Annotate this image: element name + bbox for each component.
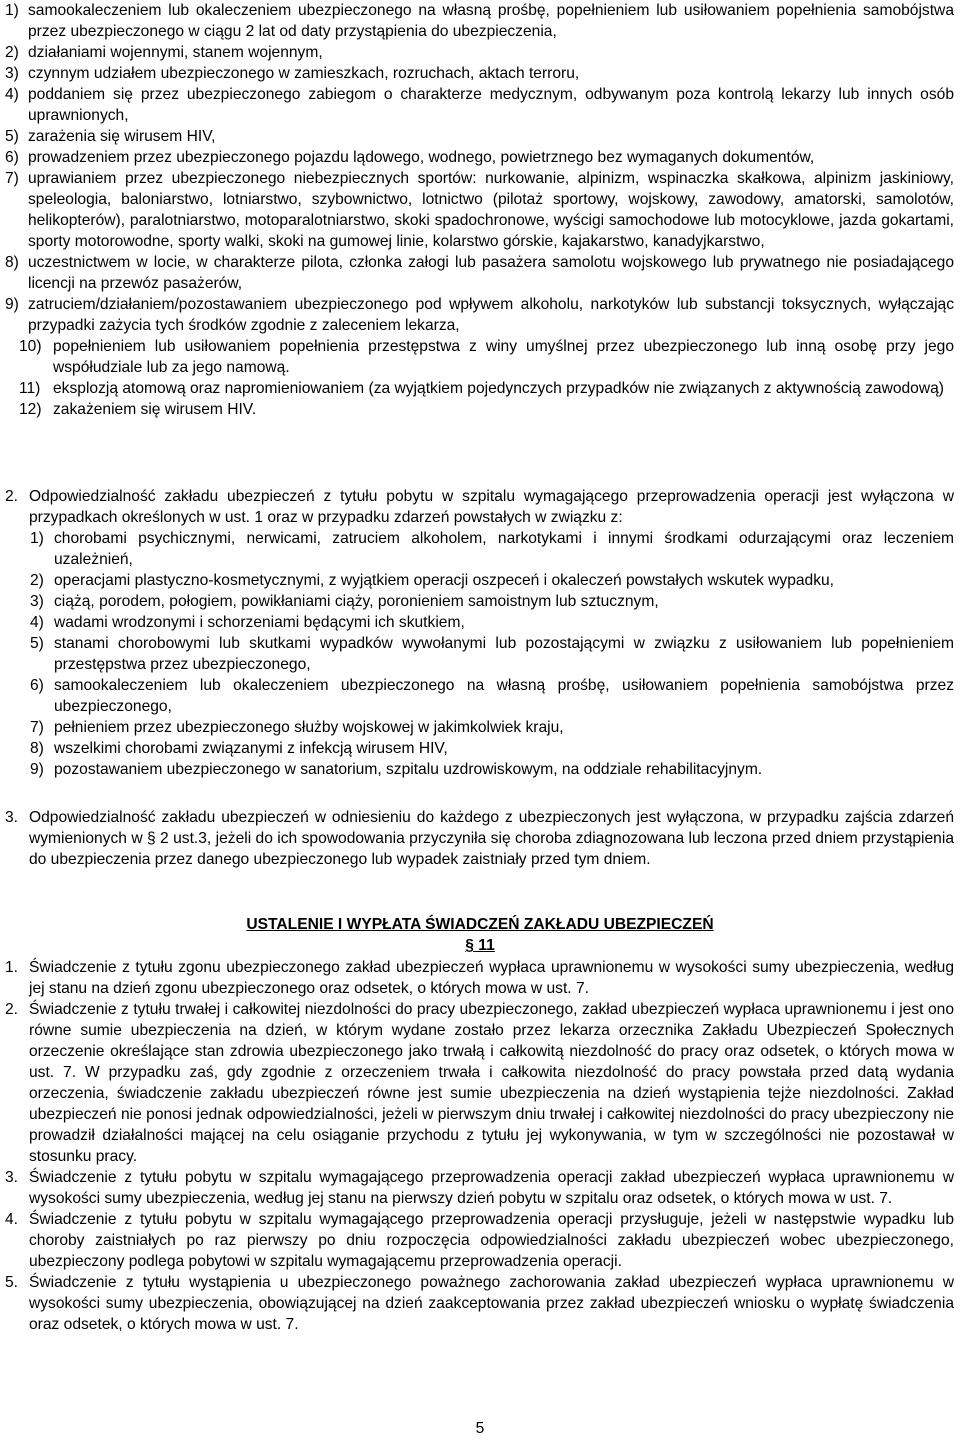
list-item: 10) popełnieniem lub usiłowaniem popełnienia przestępstwa z winy umyślnej przez ubezpieczonego lub inną osobę przy jego współudziale lub za jego namową. [19, 338, 954, 376]
list-item: 2. Świadczenie z tytułu trwałej i całkowitej niezdolności do pracy ubezpieczonego, zakład ubezpieczeń wypłaca uprawnionemu i jest ono równe sumie ubezpieczenia na dzień, w którym wydane zostało przez lekarza orzecznika Zakładu Ubezpieczeń Społecznych orzeczenie określające stan zdrowia ubezpieczonego jako trwałą i całkowitą niezdolność do pracy oraz odsetek, o których mowa w ust. 7. W przypadku zaś, gdy zgodnie z orzeczeniem trwała i całkowita niezdolność do pracy powstała przed datą wydania orzeczenia, świadczenie zakładu ubezpieczeń równe jest sumie ubezpieczenia na dzień wystąpienia tejże niezdolności. Zakład ubezpieczeń nie ponosi jednak odpowiedzialności, jeżeli w pierwszym dniu trwałej i całkowitej niezdolności do pracy ubezpieczony nie prowadził działalności mającej na celu osiąganie przychodu z tytułu jej wykonywania, w tym w szczególności nie pozostawał w stosunku pracy. [5, 1001, 954, 1165]
list-item: 1. Świadczenie z tytułu zgonu ubezpieczonego zakład ubezpieczeń wypłaca uprawnionemu w wysokości sumy ubezpieczenia, według jej stanu na dzień zgonu ubezpieczonego oraz odsetek, o których mowa w ust. 7. [5, 959, 954, 997]
list-item: 2) działaniami wojennymi, stanem wojennym, [5, 44, 323, 61]
list-item: 8) uczestnictwem w locie, w charakterze pilota, członka załogi lub pasażera samolotu wojskowego lub prywatnego nie posiadającego licencji na przewóz pasażerów, [5, 254, 954, 292]
list-item: 5) zarażenia się wirusem HIV, [5, 128, 216, 145]
list-item: 4) poddaniem się przez ubezpieczonego zabiegom o charakterze medycznym, odbywanym poza kontrolą lekarzy lub innych osób uprawnionych, [5, 86, 954, 124]
list-item: 1) samookaleczeniem lub okaleczeniem ubezpieczonego na własną prośbę, popełnieniem lub usiłowaniem popełnienia samobójstwa przez ubezpieczonego w ciągu 2 lat od daty przystąpienia do ubezpieczenia, [5, 2, 954, 40]
list-item: 3. Świadczenie z tytułu pobytu w szpitalu wymagającego przeprowadzenia operacji zakład ubezpieczeń wypłaca uprawnionemu w wysokości sumy ubezpieczenia, według jej stanu na pierwszy dzień pobytu w szpitalu oraz odsetek, o których mowa w ust. 7. [5, 1169, 954, 1207]
list-item: 6) samookaleczeniem lub okaleczeniem ubezpieczonego na własną prośbę, usiłowaniem popełnienia samobójstwa przez ubezpieczonego, [30, 677, 954, 715]
list-item: 4. Świadczenie z tytułu pobytu w szpitalu wymagającego przeprowadzenia operacji przysługuje, jeżeli w następstwie wypadku lub choroby zaistniałych po raz pierwszy po dniu rozpoczęcia odpowiedzialności zakładu ubezpieczeń wobec ubezpieczonego, ubezpieczony podlega pobytowi w szpitalu wymagającemu przeprowadzenia operacji. [5, 1211, 954, 1270]
list-item: 8) wszelkimi chorobami związanymi z infekcją wirusem HIV, [30, 740, 448, 757]
list-item: 7) uprawianiem przez ubezpieczonego niebezpiecznych sportów: nurkowanie, alpinizm, wspinaczka skałkowa, alpinizm jaskiniowy, speleologia, baloniarstwo, lotniarstwo, szybownictwo, lotnictwo (pilotaż sportowy, wojskowy, zawodowy, amatorski, samolotów, helikopterów), paralotniarstwo, motoparalotniarstwo, skoki spadochronowe, wyścigi samochodowe lub motocyklowe, jazda gokartami, sporty motorowodne, sporty walki, skoki na gumowej linie, kolarstwo górskie, kajakarstwo, kanadyjkarstwo, [5, 170, 954, 250]
paragraph: 3. Odpowiedzialność zakładu ubezpieczeń w odniesieniu do każdego z ubezpieczonych jest wyłączona, w przypadku zajścia zdarzeń wymienionych w § 2 ust.3, jeżeli do ich spowodowania przyczyniła się choroba zdiagnozowana lub leczona przed dniem przystąpienia do ubezpieczenia przez danego ubezpieczonego lub wypadek zaistniały przed tym dniem. [5, 809, 954, 868]
operation-exclusions-list [0, 528, 960, 780]
exclusions-list [0, 0, 960, 420]
list-item: 5) stanami chorobowymi lub skutkami wypadków wywołanymi lub pozostającymi w związku z usiłowaniem lub popełnieniem przestępstwa przez ubezpieczonego, [30, 635, 954, 673]
list-item: 11) eksplozją atomową oraz napromieniowaniem (za wyjątkiem pojedynczych przypadków nie związanych z aktywnością zawodową) [19, 380, 944, 397]
paragraph-2 [0, 486, 960, 528]
page-number: 5 [475, 1420, 485, 1437]
list-item: 3) czynnym udziałem ubezpieczonego w zamieszkach, rozruchach, aktach terroru, [5, 65, 580, 82]
list-item: 4) wadami wrodzonymi i schorzeniami będącymi ich skutkiem, [30, 614, 465, 631]
list-item: 12) zakażeniem się wirusem HIV. [19, 401, 257, 418]
benefits-list [0, 957, 960, 1335]
list-item: 9) pozostawaniem ubezpieczonego w sanatorium, szpitalu uzdrowiskowym, na oddziale rehabilitacyjnym. [30, 761, 763, 778]
paragraph-3 [0, 807, 960, 870]
list-item: 2) operacjami plastyczno-kosmetycznymi, z wyjątkiem operacji oszpeceń i okaleczeń powstałych wskutek wypadku, [30, 572, 835, 589]
list-item: 7) pełnieniem przez ubezpieczonego służby wojskowej w jakimkolwiek kraju, [30, 719, 564, 736]
list-item: 5. Świadczenie z tytułu wystąpienia u ubezpieczonego poważnego zachorowania zakład ubezpieczeń wypłaca uprawnionemu w wysokości sumy ubezpieczenia, obowiązującej na dzień zaakceptowania przez zakład ubezpieczeń wniosku o wypłatę świadczenia oraz odsetek, o których mowa w ust. 7. [5, 1274, 954, 1333]
list-item: 1) chorobami psychicznymi, nerwicami, zatruciem alkoholem, narkotykami i innymi środkami odurzającymi oraz leczeniem uzależnień, [30, 530, 954, 568]
paragraph: 2. Odpowiedzialność zakładu ubezpieczeń z tytułu pobytu w szpitalu wymagającego przeprowadzenia operacji jest wyłączona w przypadkach określonych w ust. 1 oraz w przypadku zdarzeń powstałych w związku z: [5, 488, 954, 526]
list-item: 9) zatruciem/działaniem/pozostawaniem ubezpieczonego pod wpływem alkoholu, narkotyków lub substancji toksycznych, wyłączając przypadki zażycia tych środków zgodnie z zaleceniem lekarza, [5, 296, 954, 334]
section-number: § 11 [465, 937, 495, 954]
section-heading: USTALENIE I WYPŁATA ŚWIADCZEŃ ZAKŁADU UBEZPIECZEŃ [246, 916, 714, 933]
list-item: 3) ciążą, porodem, połogiem, powikłaniami ciąży, poronieniem samoistnym lub sztucznym, [30, 593, 659, 610]
list-item: 6) prowadzeniem przez ubezpieczonego pojazdu lądowego, wodnego, powietrznego bez wymaganych dokumentów, [5, 149, 815, 166]
